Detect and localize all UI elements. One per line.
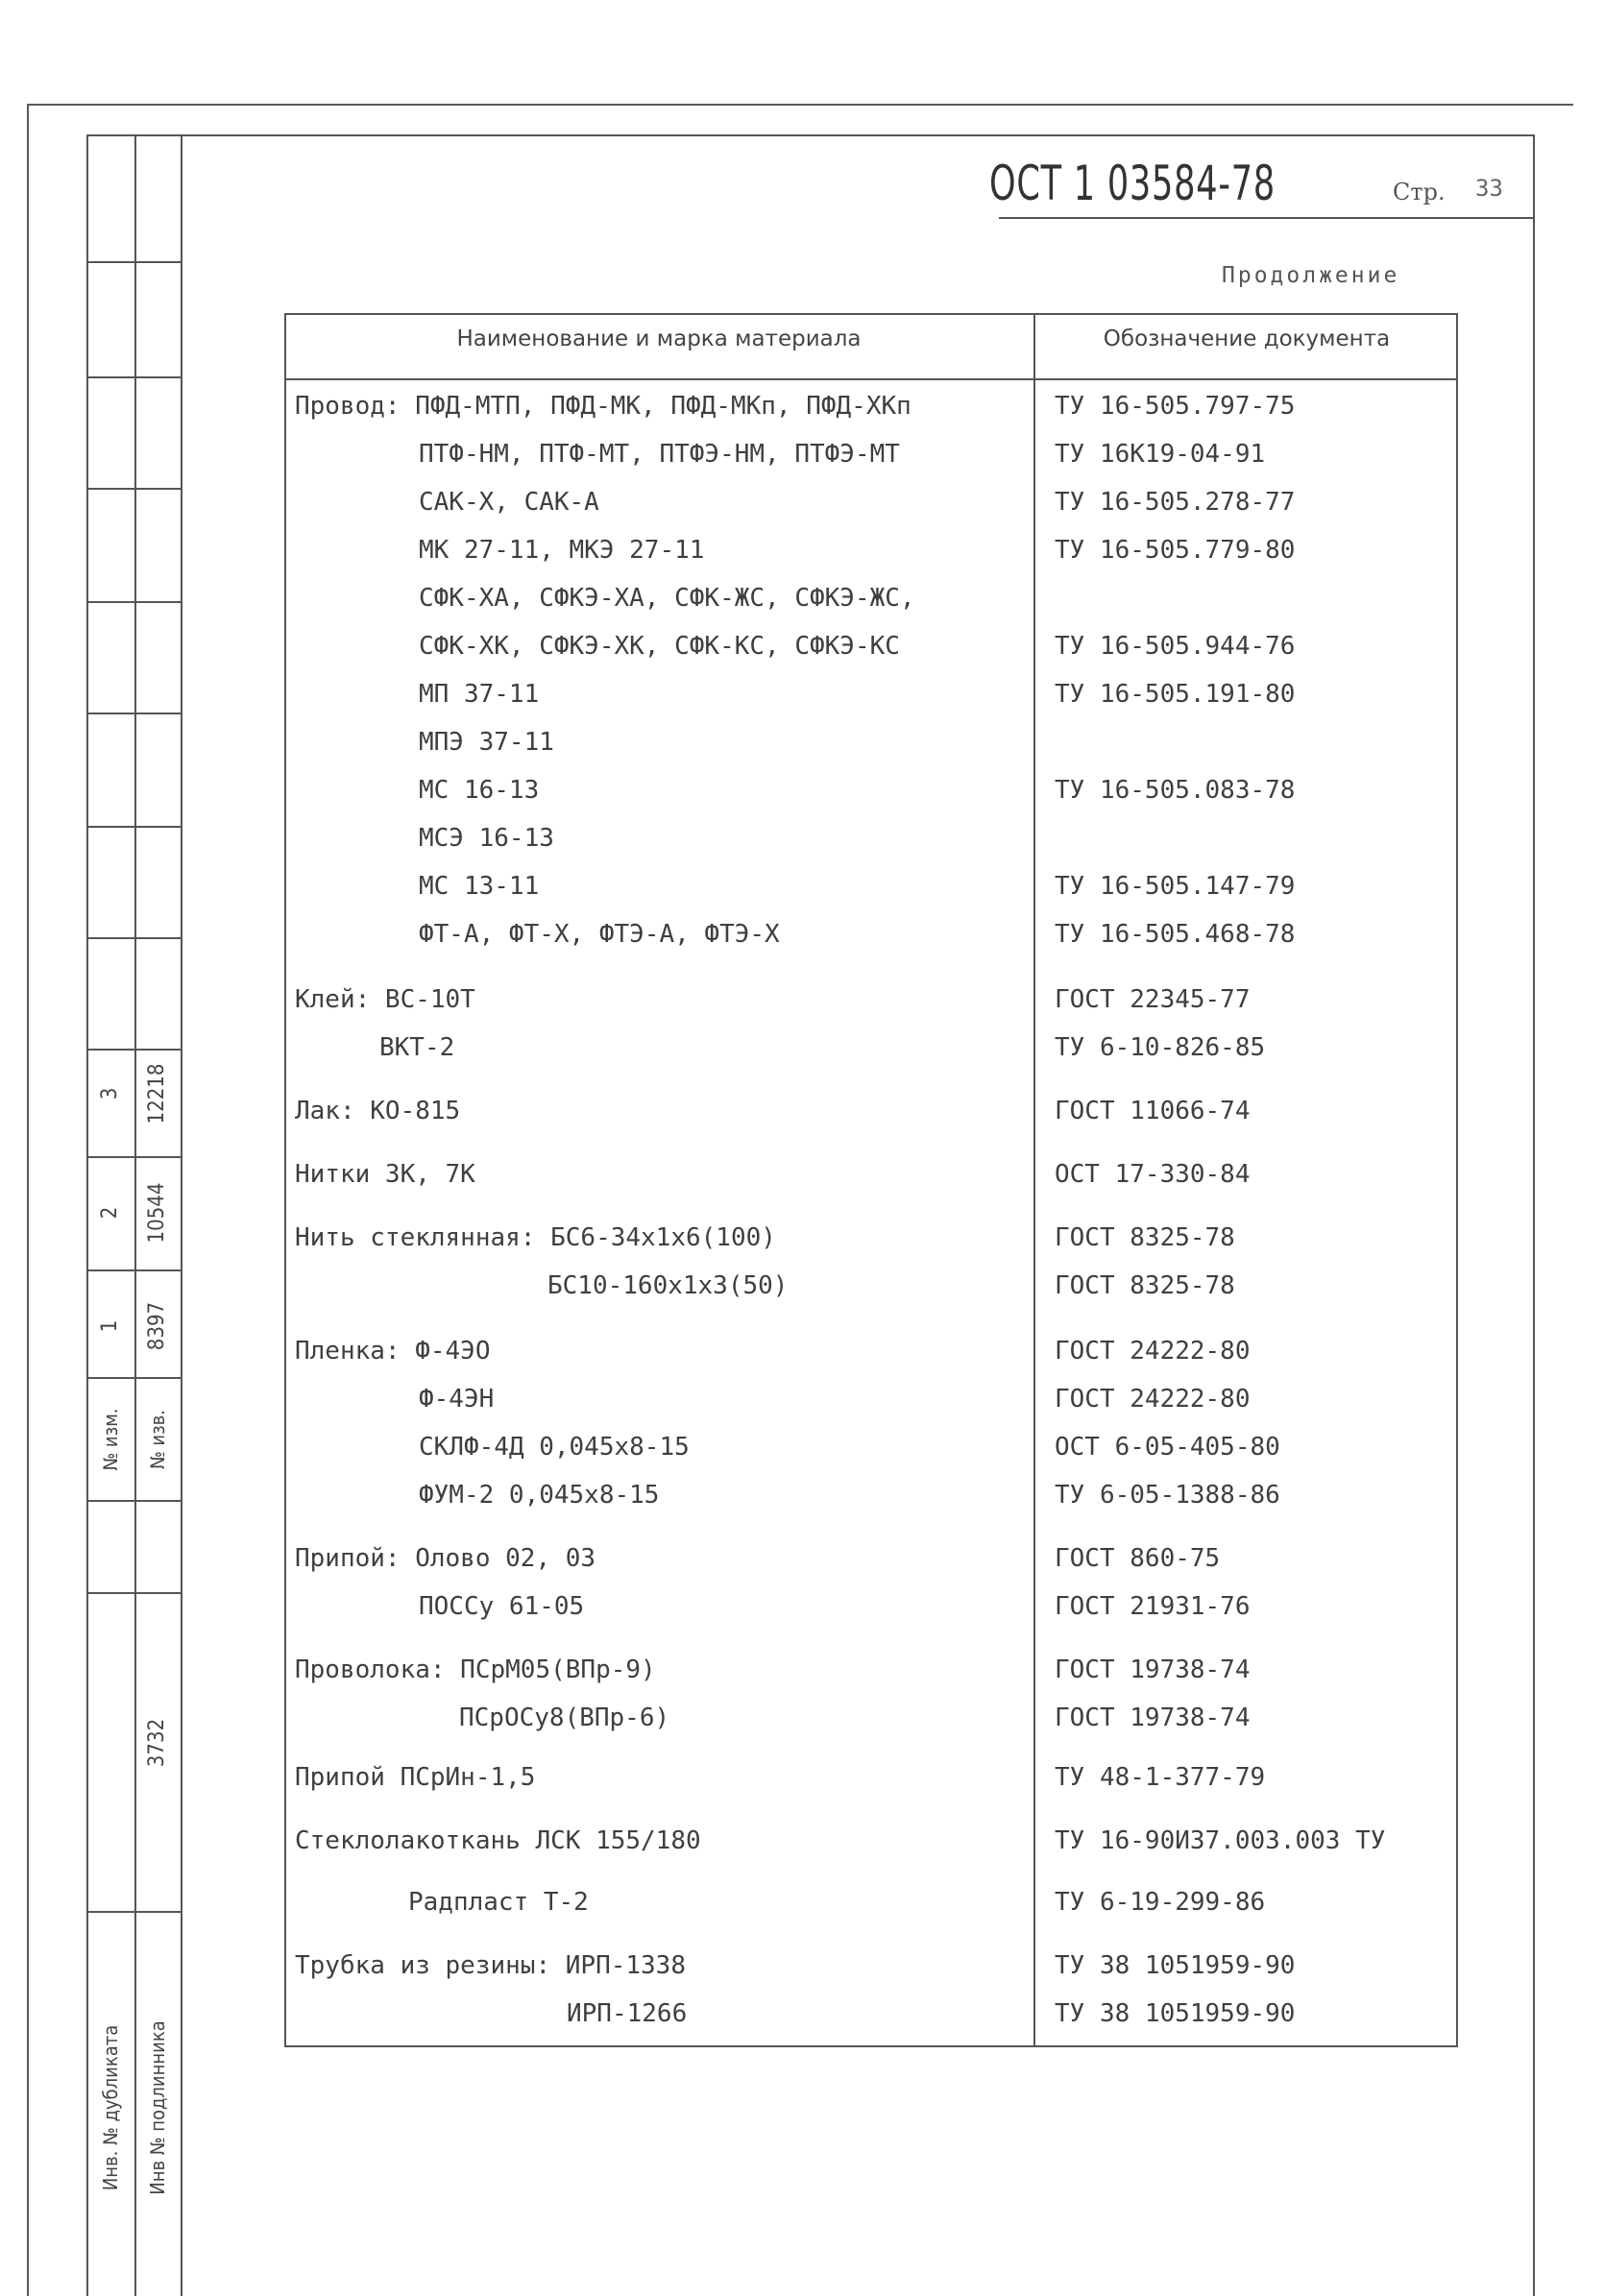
document-ref-cell: ТУ 16-505.147-79 bbox=[1055, 872, 1296, 901]
document-ref-cell: ТУ 16-505.797-75 bbox=[1055, 392, 1296, 421]
inv-number: 3732 bbox=[145, 1718, 169, 1768]
strip-rule bbox=[86, 1500, 181, 1502]
original-inv-label: Инв № подлинника bbox=[146, 2020, 169, 2195]
change-2: 2 bbox=[98, 1206, 122, 1220]
change-1: 1 bbox=[98, 1319, 122, 1333]
strip-rule bbox=[86, 713, 181, 714]
material-name-cell: Трубка из резины: ИРП-1338 bbox=[295, 1951, 686, 1980]
notice-2: 10544 bbox=[145, 1182, 169, 1244]
material-name-cell: МСЭ 16-13 bbox=[419, 824, 554, 853]
document-ref-cell: ТУ 16-505.779-80 bbox=[1055, 536, 1296, 565]
material-name-cell: Ф-4ЭН bbox=[419, 1385, 495, 1414]
material-name-cell: Лак: КО-815 bbox=[295, 1097, 461, 1125]
material-name-cell: СФК-ХА, СФКЭ-ХА, СФК-ЖС, СФКЭ-ЖС, bbox=[419, 584, 915, 613]
material-name-cell: Клей: ВС-10Т bbox=[295, 985, 475, 1014]
page-number: 33 bbox=[1475, 175, 1503, 202]
document-code-underline bbox=[999, 217, 1533, 219]
frame-left-line bbox=[27, 104, 29, 2296]
change-3: 3 bbox=[98, 1087, 122, 1100]
document-ref-cell: ТУ 38 1051959-90 bbox=[1055, 1999, 1296, 2028]
document-ref-cell: ОСТ 17-330-84 bbox=[1055, 1160, 1251, 1189]
document-ref-cell: ГОСТ 860-75 bbox=[1055, 1544, 1221, 1573]
material-name-cell: Припой ПСрИн-1,5 bbox=[295, 1763, 536, 1792]
document-ref-cell: ГОСТ 22345-77 bbox=[1055, 985, 1251, 1014]
document-ref-cell: ГОСТ 24222-80 bbox=[1055, 1337, 1251, 1366]
document-ref-cell: ТУ 16-505.083-78 bbox=[1055, 776, 1296, 805]
document-ref-cell: ТУ 16К19-04-91 bbox=[1055, 440, 1266, 469]
strip-rule bbox=[86, 488, 181, 490]
frame-top-line bbox=[27, 104, 1573, 106]
change-no-label: № изм. bbox=[99, 1408, 122, 1471]
material-name-cell: ПСрОСу8(ВПр-6) bbox=[459, 1704, 670, 1732]
document-ref-cell: ТУ 38 1051959-90 bbox=[1055, 1951, 1296, 1980]
material-name-cell: БС10-160х1х3(50) bbox=[547, 1271, 789, 1300]
document-ref-cell: ТУ 6-10-826-85 bbox=[1055, 1033, 1266, 1062]
document-ref-cell: ТУ 16-505.191-80 bbox=[1055, 680, 1296, 709]
material-name-cell: СФК-ХК, СФКЭ-ХК, СФК-КС, СФКЭ-КС bbox=[419, 632, 900, 661]
document-ref-cell: ТУ 16-505.468-78 bbox=[1055, 920, 1296, 949]
material-name-cell: ФТ-А, ФТ-Х, ФТЭ-А, ФТЭ-Х bbox=[419, 920, 780, 949]
notice-no-label: № изв. bbox=[146, 1410, 169, 1470]
column-header-document: Обозначение документа bbox=[1103, 326, 1391, 351]
material-name-cell: ПТФ-НМ, ПТФ-МТ, ПТФЭ-НМ, ПТФЭ-МТ bbox=[419, 440, 900, 469]
material-name-cell: Проволока: ПСрМ05(ВПр-9) bbox=[295, 1656, 656, 1684]
strip-rule bbox=[86, 261, 181, 263]
material-name-cell: Припой: Олово 02, 03 bbox=[295, 1544, 596, 1573]
material-name-cell: САК-Х, САК-А bbox=[419, 488, 599, 517]
document-ref-cell: ГОСТ 19738-74 bbox=[1055, 1656, 1251, 1684]
document-ref-cell: ТУ 6-05-1388-86 bbox=[1055, 1481, 1280, 1510]
strip-rule bbox=[86, 826, 181, 828]
notice-3: 12218 bbox=[145, 1063, 169, 1124]
document-ref-cell: ТУ 48-1-377-79 bbox=[1055, 1763, 1266, 1792]
material-name-cell: МС 16-13 bbox=[419, 776, 540, 805]
table-column-divider bbox=[1033, 313, 1035, 2047]
material-name-cell: МПЭ 37-11 bbox=[419, 728, 554, 757]
material-name-cell: МК 27-11, МКЭ 27-11 bbox=[419, 536, 705, 565]
strip-divider bbox=[134, 134, 136, 2296]
material-name-cell: МС 13-11 bbox=[419, 872, 540, 901]
document-ref-cell: ГОСТ 8325-78 bbox=[1055, 1223, 1235, 1252]
document-ref-cell: ОСТ 6-05-405-80 bbox=[1055, 1433, 1280, 1462]
document-ref-cell: ТУ 6-19-299-86 bbox=[1055, 1888, 1266, 1917]
strip-rule bbox=[86, 601, 181, 603]
duplicate-inv-label: Инв. № дубликата bbox=[99, 2024, 122, 2191]
document-ref-cell: ГОСТ 21931-76 bbox=[1055, 1592, 1251, 1621]
document-ref-cell: ГОСТ 19738-74 bbox=[1055, 1704, 1251, 1732]
strip-rule bbox=[86, 937, 181, 939]
material-name-cell: Пленка: Ф-4ЭО bbox=[295, 1337, 491, 1366]
document-ref-cell: ГОСТ 11066-74 bbox=[1055, 1097, 1251, 1125]
material-name-cell: Нить стеклянная: БС6-34х1х6(100) bbox=[295, 1223, 776, 1252]
page-label: Стр. bbox=[1393, 179, 1446, 205]
document-code: ОСТ 1 03584-78 bbox=[989, 156, 1276, 211]
document-ref-cell: ТУ 16-90И37.003.003 ТУ bbox=[1055, 1826, 1386, 1855]
strip-rule bbox=[86, 1592, 181, 1594]
material-name-cell: ФУМ-2 0,045х8-15 bbox=[419, 1481, 660, 1510]
continued-label: Продолжение bbox=[1222, 263, 1400, 288]
document-ref-cell: ГОСТ 24222-80 bbox=[1055, 1385, 1251, 1414]
column-header-name: Наименование и марка материала bbox=[456, 326, 862, 351]
document-ref-cell: ТУ 16-505.278-77 bbox=[1055, 488, 1296, 517]
strip-rule bbox=[86, 376, 181, 378]
material-name-cell: СКЛФ-4Д 0,045х8-15 bbox=[419, 1433, 690, 1462]
material-name-cell: Нитки 3К, 7К bbox=[295, 1160, 475, 1189]
material-name-cell: ИРП-1266 bbox=[567, 1999, 688, 2028]
material-name-cell: Стеклолакоткань ЛСК 155/180 bbox=[295, 1826, 701, 1855]
table-header-rule bbox=[284, 378, 1458, 380]
material-name-cell: Провод: ПФД-МТП, ПФД-МК, ПФД-МКп, ПФД-ХКп bbox=[295, 392, 911, 421]
material-name-cell: ВКТ-2 bbox=[379, 1033, 455, 1062]
material-name-cell: МП 37-11 bbox=[419, 680, 540, 709]
notice-1: 8397 bbox=[145, 1301, 169, 1351]
document-ref-cell: ТУ 16-505.944-76 bbox=[1055, 632, 1296, 661]
material-name-cell: ПОССу 61-05 bbox=[419, 1592, 585, 1621]
document-ref-cell: ГОСТ 8325-78 bbox=[1055, 1271, 1235, 1300]
material-name-cell: Радпласт Т-2 bbox=[408, 1888, 589, 1917]
strip-rule bbox=[86, 1911, 181, 1913]
strip-right-border bbox=[181, 134, 182, 2296]
